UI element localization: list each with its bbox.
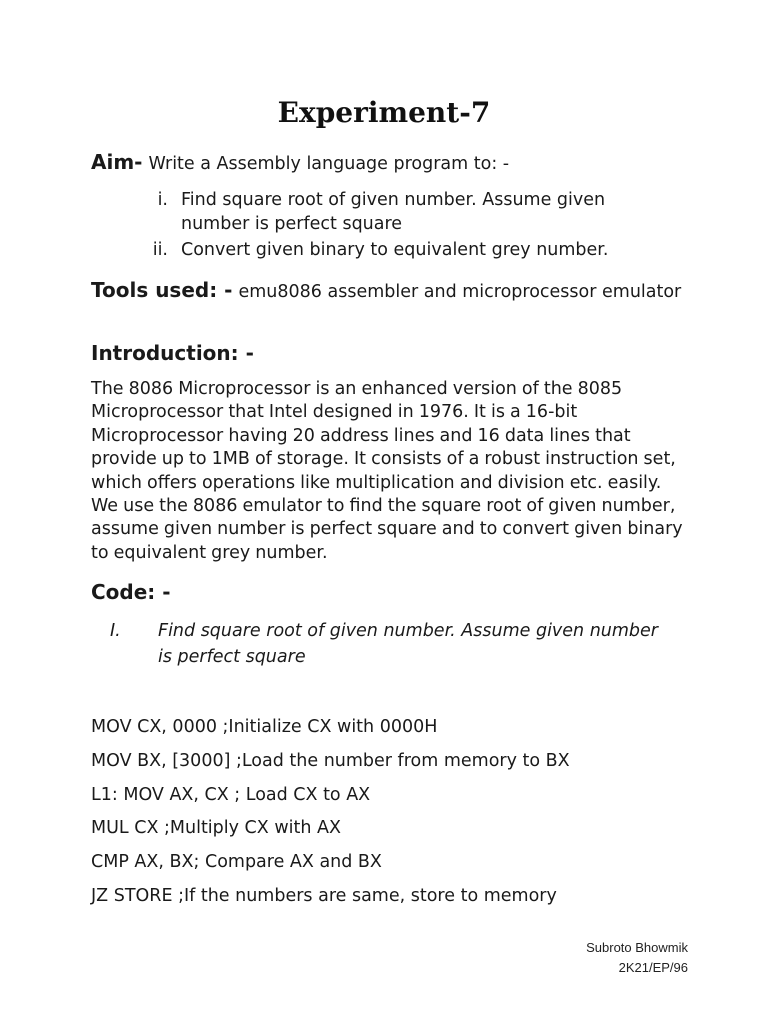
aim-line [91, 150, 509, 176]
introduction-heading: Introduction: - [91, 341, 254, 365]
list-item-text: Convert given binary to equivalent grey number. [181, 240, 609, 260]
author-name: Subroto Bhowmik [586, 940, 688, 955]
introduction-paragraph: The 8086 Microprocessor is an enhanced version of the 8085 Microprocessor that Intel designed in 1976. It is a 16-bit Microprocessor having 20 address lines and 16 data lines that provide up to 1MB of storage. It consists of a robust instruction set, which offers operations like multiplication and division etc. easily. We use the 8086 emulator to find the square root of given number, assume given number is perfect square and to convert given binary to equivalent grey number. [91, 379, 683, 563]
author-id: 2K21/EP/96 [618, 960, 688, 975]
code-subheading-number: I. [110, 621, 121, 641]
code-block [91, 714, 570, 917]
code-line: JZ STORE ;If the numbers are same, store to memory [91, 885, 557, 906]
list-item-text: Find square root of given number. Assume given number is perfect square [181, 190, 606, 234]
page-title: Experiment-7 [277, 96, 491, 129]
list-item-number: ii. [152, 240, 168, 260]
list-item [138, 188, 678, 236]
tools-heading: Tools used: - [91, 278, 233, 302]
code-line: MUL CX ;Multiply CX with AX [91, 818, 341, 839]
aim-list [138, 188, 678, 264]
list-item [138, 238, 678, 262]
code-line: MOV CX, 0000 ;Initialize CX with 0000H [91, 717, 438, 737]
aim-text: Write a Assembly language program to: - [148, 154, 510, 174]
tools-text: emu8086 assembler and microprocessor emulator [238, 282, 682, 302]
aim-heading: Aim- [91, 150, 143, 174]
tools-section [91, 277, 691, 305]
author-footer [586, 938, 688, 978]
code-line: L1: MOV AX, CX ; Load CX to AX [91, 784, 371, 805]
code-heading: Code: - [91, 580, 171, 604]
list-item-number: i. [157, 190, 168, 210]
code-line: MOV BX, [3000] ;Load the number from memory to BX [91, 750, 570, 771]
code-subheading-text: Find square root of given number. Assume given number is perfect square [158, 621, 659, 667]
code-line: CMP AX, BX; Compare AX and BX [91, 852, 382, 873]
